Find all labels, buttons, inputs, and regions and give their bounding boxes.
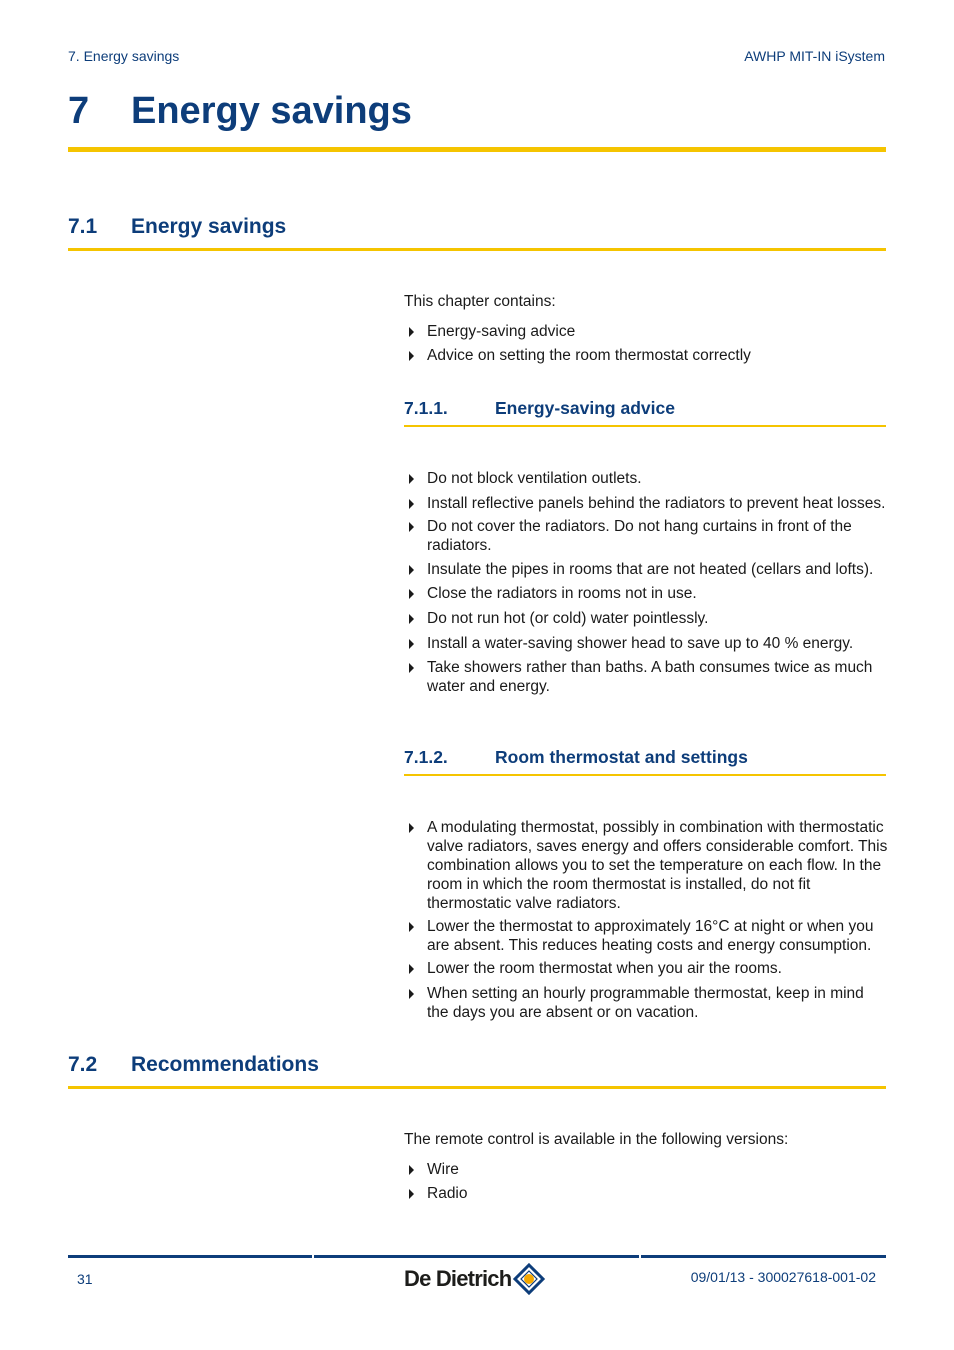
intro-paragraph: This chapter contains: <box>404 293 556 310</box>
section-title: Energy savings <box>131 215 287 238</box>
list-item: Do not block ventilation outlets. <box>404 469 888 488</box>
bullet-arrow-icon <box>409 964 414 974</box>
list-item: Do not run hot (or cold) water pointlessly. <box>404 609 888 628</box>
list-item: Energy-saving advice <box>404 322 888 341</box>
list-item: Lower the thermostat to approximately 16°C at night or when you are absent. This reduces heating costs and energy consumption. <box>404 917 888 955</box>
running-header-chapter: 7. Energy savings <box>68 48 180 64</box>
list-item: Install reflective panels behind the radiators to prevent heat losses. <box>404 494 888 513</box>
running-header-product: AWHP MIT-IN iSystem <box>744 48 885 64</box>
document-reference: 09/01/13 - 300027618-001-02 <box>690 1269 876 1285</box>
bullet-arrow-icon <box>409 639 414 649</box>
list-item: Radio <box>404 1184 888 1203</box>
subsection-number: 7.1.2. <box>404 747 448 767</box>
list-item: Do not cover the radiators. Do not hang curtains in front of the radiators. <box>404 517 888 555</box>
section-rule <box>68 248 886 251</box>
recommendations-paragraph: The remote control is available in the following versions: <box>404 1131 789 1148</box>
bullet-arrow-icon <box>409 663 414 673</box>
bullet-arrow-icon <box>409 614 414 624</box>
bullet-arrow-icon <box>409 474 414 484</box>
bullet-arrow-icon <box>409 989 414 999</box>
bullet-arrow-icon <box>409 351 414 361</box>
list-item: When setting an hourly programmable thermostat, keep in mind the days you are absent or on vacation. <box>404 984 888 1022</box>
bullet-arrow-icon <box>409 522 414 532</box>
chapter-title-text: Energy savings <box>131 90 412 132</box>
page-number: 31 <box>77 1271 93 1287</box>
section-rule <box>68 1086 886 1089</box>
section-number: 7.2 <box>68 1053 98 1076</box>
energy-advice-list <box>404 469 888 696</box>
recommendations-list <box>404 1160 888 1203</box>
list-item: Insulate the pipes in rooms that are not heated (cellars and lofts). <box>404 560 888 579</box>
list-item: Take showers rather than baths. A bath consumes twice as much water and energy. <box>404 658 888 696</box>
section-number: 7.1 <box>68 215 98 238</box>
list-item: Advice on setting the room thermostat correctly <box>404 346 888 365</box>
thermostat-list <box>404 818 888 1022</box>
chapter-number: 7 <box>68 90 90 132</box>
section-title: Recommendations <box>131 1053 319 1076</box>
bullet-arrow-icon <box>409 565 414 575</box>
list-item: Lower the room thermostat when you air the rooms. <box>404 959 888 978</box>
bullet-arrow-icon <box>409 922 414 932</box>
bullet-arrow-icon <box>409 1189 414 1199</box>
subsection-number: 7.1.1. <box>404 398 448 418</box>
bullet-arrow-icon <box>409 327 414 337</box>
list-item: Close the radiators in rooms not in use. <box>404 584 888 603</box>
list-item: Install a water-saving shower head to save up to 40 % energy. <box>404 634 888 653</box>
brand-logo-text: De Dietrich <box>404 1266 512 1291</box>
intro-list <box>404 322 888 365</box>
subsection-title: Energy-saving advice <box>495 398 675 418</box>
brand-logo <box>404 1262 546 1296</box>
list-item: A modulating thermostat, possibly in combination with thermostatic valve radiators, saves energy and offers considerable comfort. This combination allows you to set the temperature on each flow. In the room in which the room thermostat is installed, do not fit thermostatic valve radiators. <box>404 818 888 913</box>
chapter-rule <box>68 147 886 152</box>
bullet-arrow-icon <box>409 589 414 599</box>
brand-diamond-icon <box>512 1263 546 1295</box>
bullet-arrow-icon <box>409 499 414 509</box>
list-item: Wire <box>404 1160 888 1179</box>
footer-rule <box>68 1255 886 1258</box>
bullet-arrow-icon <box>409 1165 414 1175</box>
subsection-title: Room thermostat and settings <box>495 747 748 767</box>
subsection-rule <box>404 774 886 776</box>
bullet-arrow-icon <box>409 823 414 833</box>
subsection-rule <box>404 425 886 427</box>
